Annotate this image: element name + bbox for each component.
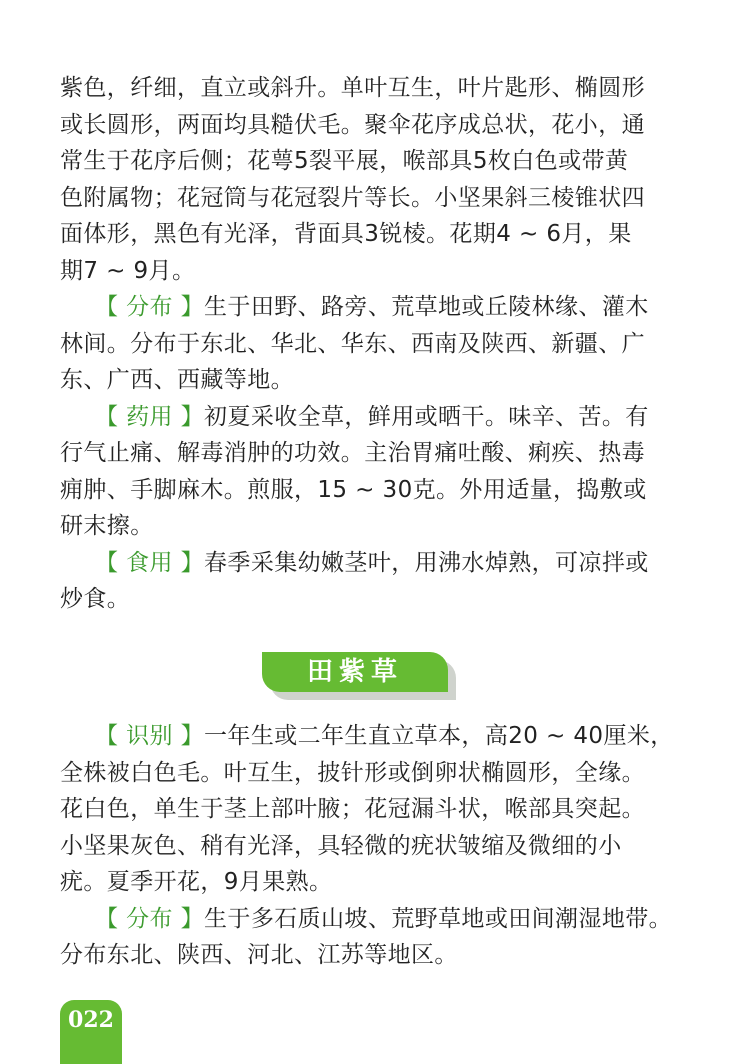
description-paragraph bbox=[60, 70, 690, 618]
text-line: 炒食。 bbox=[60, 586, 131, 612]
edible-text: 春季采集幼嫩茎叶，用沸水焯熟，可凉拌或 bbox=[204, 549, 649, 576]
text-line: 行气止痛、解毒消肿的功效。主治胃痛吐酸、痢疾、热毒 bbox=[60, 440, 645, 466]
medicinal-paragraph-first-line bbox=[60, 399, 690, 436]
text-line: 面体形，黑色有光泽，背面具3锐棱。花期4 ~ 6月，果 bbox=[60, 221, 632, 247]
text-line: 全株被白色毛。叶互生，披针形或倒卵状椭圆形，全缘。 bbox=[60, 759, 645, 786]
distribution-text: 生于多石质山坡、荒野草地或田间潮湿地带。 bbox=[204, 905, 673, 932]
text-line: 色附属物；花冠筒与花冠裂片等长。小坚果斜三棱锥状四 bbox=[60, 184, 645, 211]
text-line: 疣。夏季开花，9月果熟。 bbox=[60, 869, 333, 895]
identification-tag: 【 识别 】 bbox=[95, 723, 205, 749]
page-number: 022 bbox=[60, 1000, 122, 1064]
text-line: 期7 ~ 9月。 bbox=[60, 257, 196, 284]
distribution-tag: 【 分布 】 bbox=[95, 294, 205, 320]
text-line: 常生于花序后侧；花萼5裂平展，喉部具5枚白色或带黄 bbox=[60, 148, 629, 174]
text-line: 痈肿、手脚麻木。煎服，15 ~ 30克。外用适量，捣敷或 bbox=[60, 476, 647, 503]
text-line: 东、广西、西藏等地。 bbox=[60, 367, 294, 393]
text-line: 研末擦。 bbox=[60, 513, 154, 539]
medicinal-text: 初夏采收全草，鲜用或晒干。味辛、苦。有 bbox=[204, 403, 649, 430]
distribution-tag: 【 分布 】 bbox=[95, 905, 205, 932]
distribution-text: 生于田野、路旁、荒草地或丘陵林缘、灌木 bbox=[204, 294, 649, 320]
edible-paragraph-first-line bbox=[60, 545, 690, 582]
text-line: 小坚果灰色、稍有光泽，具轻微的疣状皱缩及微细的小 bbox=[60, 832, 622, 859]
distribution-paragraph-first-line bbox=[60, 901, 690, 938]
identification-text: 一年生或二年生直立草本，高20 ~ 40厘米， bbox=[204, 723, 674, 749]
text-line: 或长圆形，两面均具糙伏毛。聚伞花序成总状，花小，通 bbox=[60, 111, 645, 138]
text-line: 林间。分布于东北、华北、华东、西南及陕西、新疆、广 bbox=[60, 330, 645, 357]
distribution-paragraph-first-line bbox=[60, 289, 690, 326]
section-title-banner bbox=[262, 652, 450, 692]
identification-paragraph-first-line bbox=[60, 718, 690, 755]
text-line: 分布东北、陕西、河北、江苏等地区。 bbox=[60, 942, 458, 968]
medicinal-tag: 【 药用 】 bbox=[95, 403, 205, 430]
text-line: 花白色，单生于茎上部叶腋；花冠漏斗状，喉部具突起。 bbox=[60, 796, 645, 822]
section-title: 田紫草 bbox=[262, 652, 448, 692]
edible-tag: 【 食用 】 bbox=[95, 549, 205, 576]
text-line: 紫色，纤细，直立或斜升。单叶互生，叶片匙形、椭圆形 bbox=[60, 75, 645, 101]
species-description bbox=[60, 718, 690, 974]
